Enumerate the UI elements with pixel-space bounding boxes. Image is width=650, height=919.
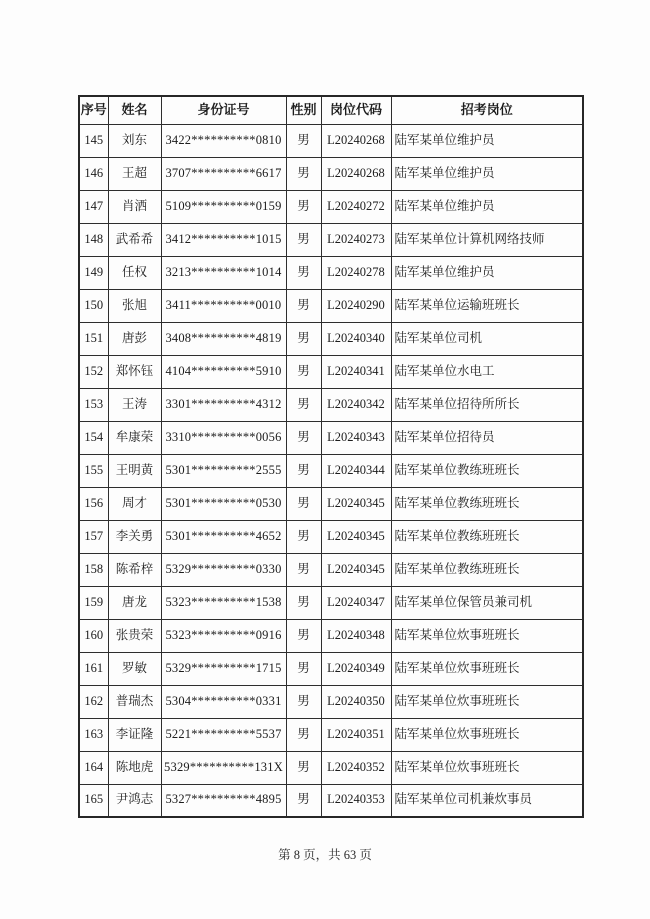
cell-gender: 男 — [286, 322, 321, 355]
cell-job-title: 陆军某单位教练班班长 — [391, 454, 583, 487]
cell-gender: 男 — [286, 685, 321, 718]
cell-job-title: 陆军某单位炊事班班长 — [391, 652, 583, 685]
cell-job-code: L20240268 — [321, 157, 391, 190]
cell-job-title: 陆军某单位司机兼炊事员 — [391, 784, 583, 817]
cell-id-number: 5301**********4652 — [161, 520, 286, 553]
cell-id-number: 5323**********0916 — [161, 619, 286, 652]
table-row — [79, 322, 583, 355]
table-row — [79, 223, 583, 256]
cell-name: 李关勇 — [108, 520, 161, 553]
cell-job-code: L20240344 — [321, 454, 391, 487]
cell-name: 王明黄 — [108, 454, 161, 487]
table-row — [79, 157, 583, 190]
cell-job-title: 陆军某单位维护员 — [391, 190, 583, 223]
table-row — [79, 355, 583, 388]
cell-id-number: 4104**********5910 — [161, 355, 286, 388]
cell-name: 尹鸿志 — [108, 784, 161, 817]
cell-job-title: 陆军某单位招待所所长 — [391, 388, 583, 421]
cell-job-code: L20240273 — [321, 223, 391, 256]
cell-serial: 148 — [79, 223, 108, 256]
page-indicator: 第 8 页，共 63 页 — [278, 848, 372, 862]
cell-job-title: 陆军某单位炊事班班长 — [391, 619, 583, 652]
cell-id-number: 3310**********0056 — [161, 421, 286, 454]
cell-job-code: L20240348 — [321, 619, 391, 652]
cell-name: 刘东 — [108, 124, 161, 157]
table-row — [79, 718, 583, 751]
header-job-code: 岗位代码 — [321, 96, 391, 124]
cell-gender: 男 — [286, 355, 321, 388]
cell-job-code: L20240342 — [321, 388, 391, 421]
header-job-title: 招考岗位 — [391, 96, 583, 124]
table-row — [79, 652, 583, 685]
cell-id-number: 5109**********0159 — [161, 190, 286, 223]
cell-job-code: L20240345 — [321, 520, 391, 553]
cell-name: 郑怀钰 — [108, 355, 161, 388]
cell-serial: 156 — [79, 487, 108, 520]
cell-name: 任权 — [108, 256, 161, 289]
table-row — [79, 784, 583, 817]
cell-name: 陈希梓 — [108, 553, 161, 586]
cell-serial: 160 — [79, 619, 108, 652]
cell-name: 张贵荣 — [108, 619, 161, 652]
table-row — [79, 619, 583, 652]
cell-name: 肖洒 — [108, 190, 161, 223]
table-row — [79, 124, 583, 157]
header-id-number: 身份证号 — [161, 96, 286, 124]
cell-serial: 161 — [79, 652, 108, 685]
cell-gender: 男 — [286, 388, 321, 421]
table-row — [79, 256, 583, 289]
cell-gender: 男 — [286, 190, 321, 223]
cell-job-code: L20240350 — [321, 685, 391, 718]
cell-job-code: L20240351 — [321, 718, 391, 751]
cell-serial: 165 — [79, 784, 108, 817]
cell-id-number: 3213**********1014 — [161, 256, 286, 289]
cell-job-title: 陆军某单位招待员 — [391, 421, 583, 454]
table-row — [79, 586, 583, 619]
cell-job-title: 陆军某单位炊事班班长 — [391, 685, 583, 718]
cell-job-code: L20240353 — [321, 784, 391, 817]
cell-serial: 154 — [79, 421, 108, 454]
cell-job-code: L20240347 — [321, 586, 391, 619]
cell-gender: 男 — [286, 256, 321, 289]
cell-job-code: L20240345 — [321, 553, 391, 586]
cell-gender: 男 — [286, 784, 321, 817]
cell-serial: 147 — [79, 190, 108, 223]
cell-serial: 153 — [79, 388, 108, 421]
cell-job-code: L20240278 — [321, 256, 391, 289]
cell-job-code: L20240272 — [321, 190, 391, 223]
cell-gender: 男 — [286, 751, 321, 784]
cell-serial: 155 — [79, 454, 108, 487]
table-row — [79, 454, 583, 487]
cell-serial: 163 — [79, 718, 108, 751]
header-gender: 性别 — [286, 96, 321, 124]
cell-job-title: 陆军某单位炊事班班长 — [391, 751, 583, 784]
cell-name: 普瑞杰 — [108, 685, 161, 718]
cell-name: 武希希 — [108, 223, 161, 256]
cell-gender: 男 — [286, 487, 321, 520]
recruitment-candidates-table — [78, 95, 584, 818]
cell-gender: 男 — [286, 718, 321, 751]
cell-gender: 男 — [286, 454, 321, 487]
cell-id-number: 5304**********0331 — [161, 685, 286, 718]
cell-job-code: L20240268 — [321, 124, 391, 157]
cell-job-title: 陆军某单位教练班班长 — [391, 520, 583, 553]
cell-id-number: 5323**********1538 — [161, 586, 286, 619]
cell-gender: 男 — [286, 124, 321, 157]
cell-gender: 男 — [286, 157, 321, 190]
cell-job-title: 陆军某单位维护员 — [391, 256, 583, 289]
cell-serial: 159 — [79, 586, 108, 619]
cell-serial: 146 — [79, 157, 108, 190]
cell-gender: 男 — [286, 520, 321, 553]
cell-gender: 男 — [286, 553, 321, 586]
cell-gender: 男 — [286, 586, 321, 619]
cell-name: 唐彭 — [108, 322, 161, 355]
cell-job-title: 陆军某单位运输班班长 — [391, 289, 583, 322]
cell-job-title: 陆军某单位炊事班班长 — [391, 718, 583, 751]
table-row — [79, 487, 583, 520]
cell-serial: 151 — [79, 322, 108, 355]
table-header-row — [79, 96, 583, 124]
cell-job-code: L20240345 — [321, 487, 391, 520]
cell-id-number: 5221**********5537 — [161, 718, 286, 751]
cell-name: 王超 — [108, 157, 161, 190]
cell-id-number: 5327**********4895 — [161, 784, 286, 817]
cell-job-code: L20240290 — [321, 289, 391, 322]
cell-job-title: 陆军某单位计算机网络技师 — [391, 223, 583, 256]
cell-job-title: 陆军某单位水电工 — [391, 355, 583, 388]
cell-job-code: L20240343 — [321, 421, 391, 454]
cell-serial: 145 — [79, 124, 108, 157]
cell-name: 罗敏 — [108, 652, 161, 685]
cell-job-code: L20240341 — [321, 355, 391, 388]
cell-job-title: 陆军某单位司机 — [391, 322, 583, 355]
cell-name: 周才 — [108, 487, 161, 520]
cell-job-title: 陆军某单位教练班班长 — [391, 487, 583, 520]
cell-gender: 男 — [286, 421, 321, 454]
header-serial: 序号 — [79, 96, 108, 124]
cell-job-title: 陆军某单位维护员 — [391, 157, 583, 190]
cell-job-code: L20240349 — [321, 652, 391, 685]
cell-name: 陈地虎 — [108, 751, 161, 784]
cell-serial: 152 — [79, 355, 108, 388]
cell-name: 李证隆 — [108, 718, 161, 751]
cell-job-title: 陆军某单位保管员兼司机 — [391, 586, 583, 619]
cell-name: 唐龙 — [108, 586, 161, 619]
cell-gender: 男 — [286, 223, 321, 256]
cell-id-number: 3412**********1015 — [161, 223, 286, 256]
cell-serial: 158 — [79, 553, 108, 586]
table-row — [79, 751, 583, 784]
cell-serial: 149 — [79, 256, 108, 289]
table-row — [79, 520, 583, 553]
cell-gender: 男 — [286, 289, 321, 322]
cell-job-code: L20240340 — [321, 322, 391, 355]
cell-id-number: 3707**********6617 — [161, 157, 286, 190]
cell-name: 王涛 — [108, 388, 161, 421]
cell-id-number: 3422**********0810 — [161, 124, 286, 157]
cell-gender: 男 — [286, 652, 321, 685]
cell-id-number: 5329**********131X — [161, 751, 286, 784]
cell-serial: 164 — [79, 751, 108, 784]
header-name: 姓名 — [108, 96, 161, 124]
cell-serial: 150 — [79, 289, 108, 322]
cell-name: 张旭 — [108, 289, 161, 322]
cell-id-number: 5329**********1715 — [161, 652, 286, 685]
cell-id-number: 5301**********2555 — [161, 454, 286, 487]
cell-job-title: 陆军某单位教练班班长 — [391, 553, 583, 586]
table-row — [79, 388, 583, 421]
cell-gender: 男 — [286, 619, 321, 652]
cell-job-code: L20240352 — [321, 751, 391, 784]
table-row — [79, 289, 583, 322]
cell-id-number: 5301**********0530 — [161, 487, 286, 520]
cell-serial: 162 — [79, 685, 108, 718]
cell-name: 牟康荣 — [108, 421, 161, 454]
table-row — [79, 421, 583, 454]
cell-id-number: 5329**********0330 — [161, 553, 286, 586]
cell-serial: 157 — [79, 520, 108, 553]
cell-id-number: 3301**********4312 — [161, 388, 286, 421]
table-row — [79, 190, 583, 223]
table-row — [79, 685, 583, 718]
table-row — [79, 553, 583, 586]
cell-id-number: 3411**********0010 — [161, 289, 286, 322]
cell-id-number: 3408**********4819 — [161, 322, 286, 355]
cell-job-title: 陆军某单位维护员 — [391, 124, 583, 157]
